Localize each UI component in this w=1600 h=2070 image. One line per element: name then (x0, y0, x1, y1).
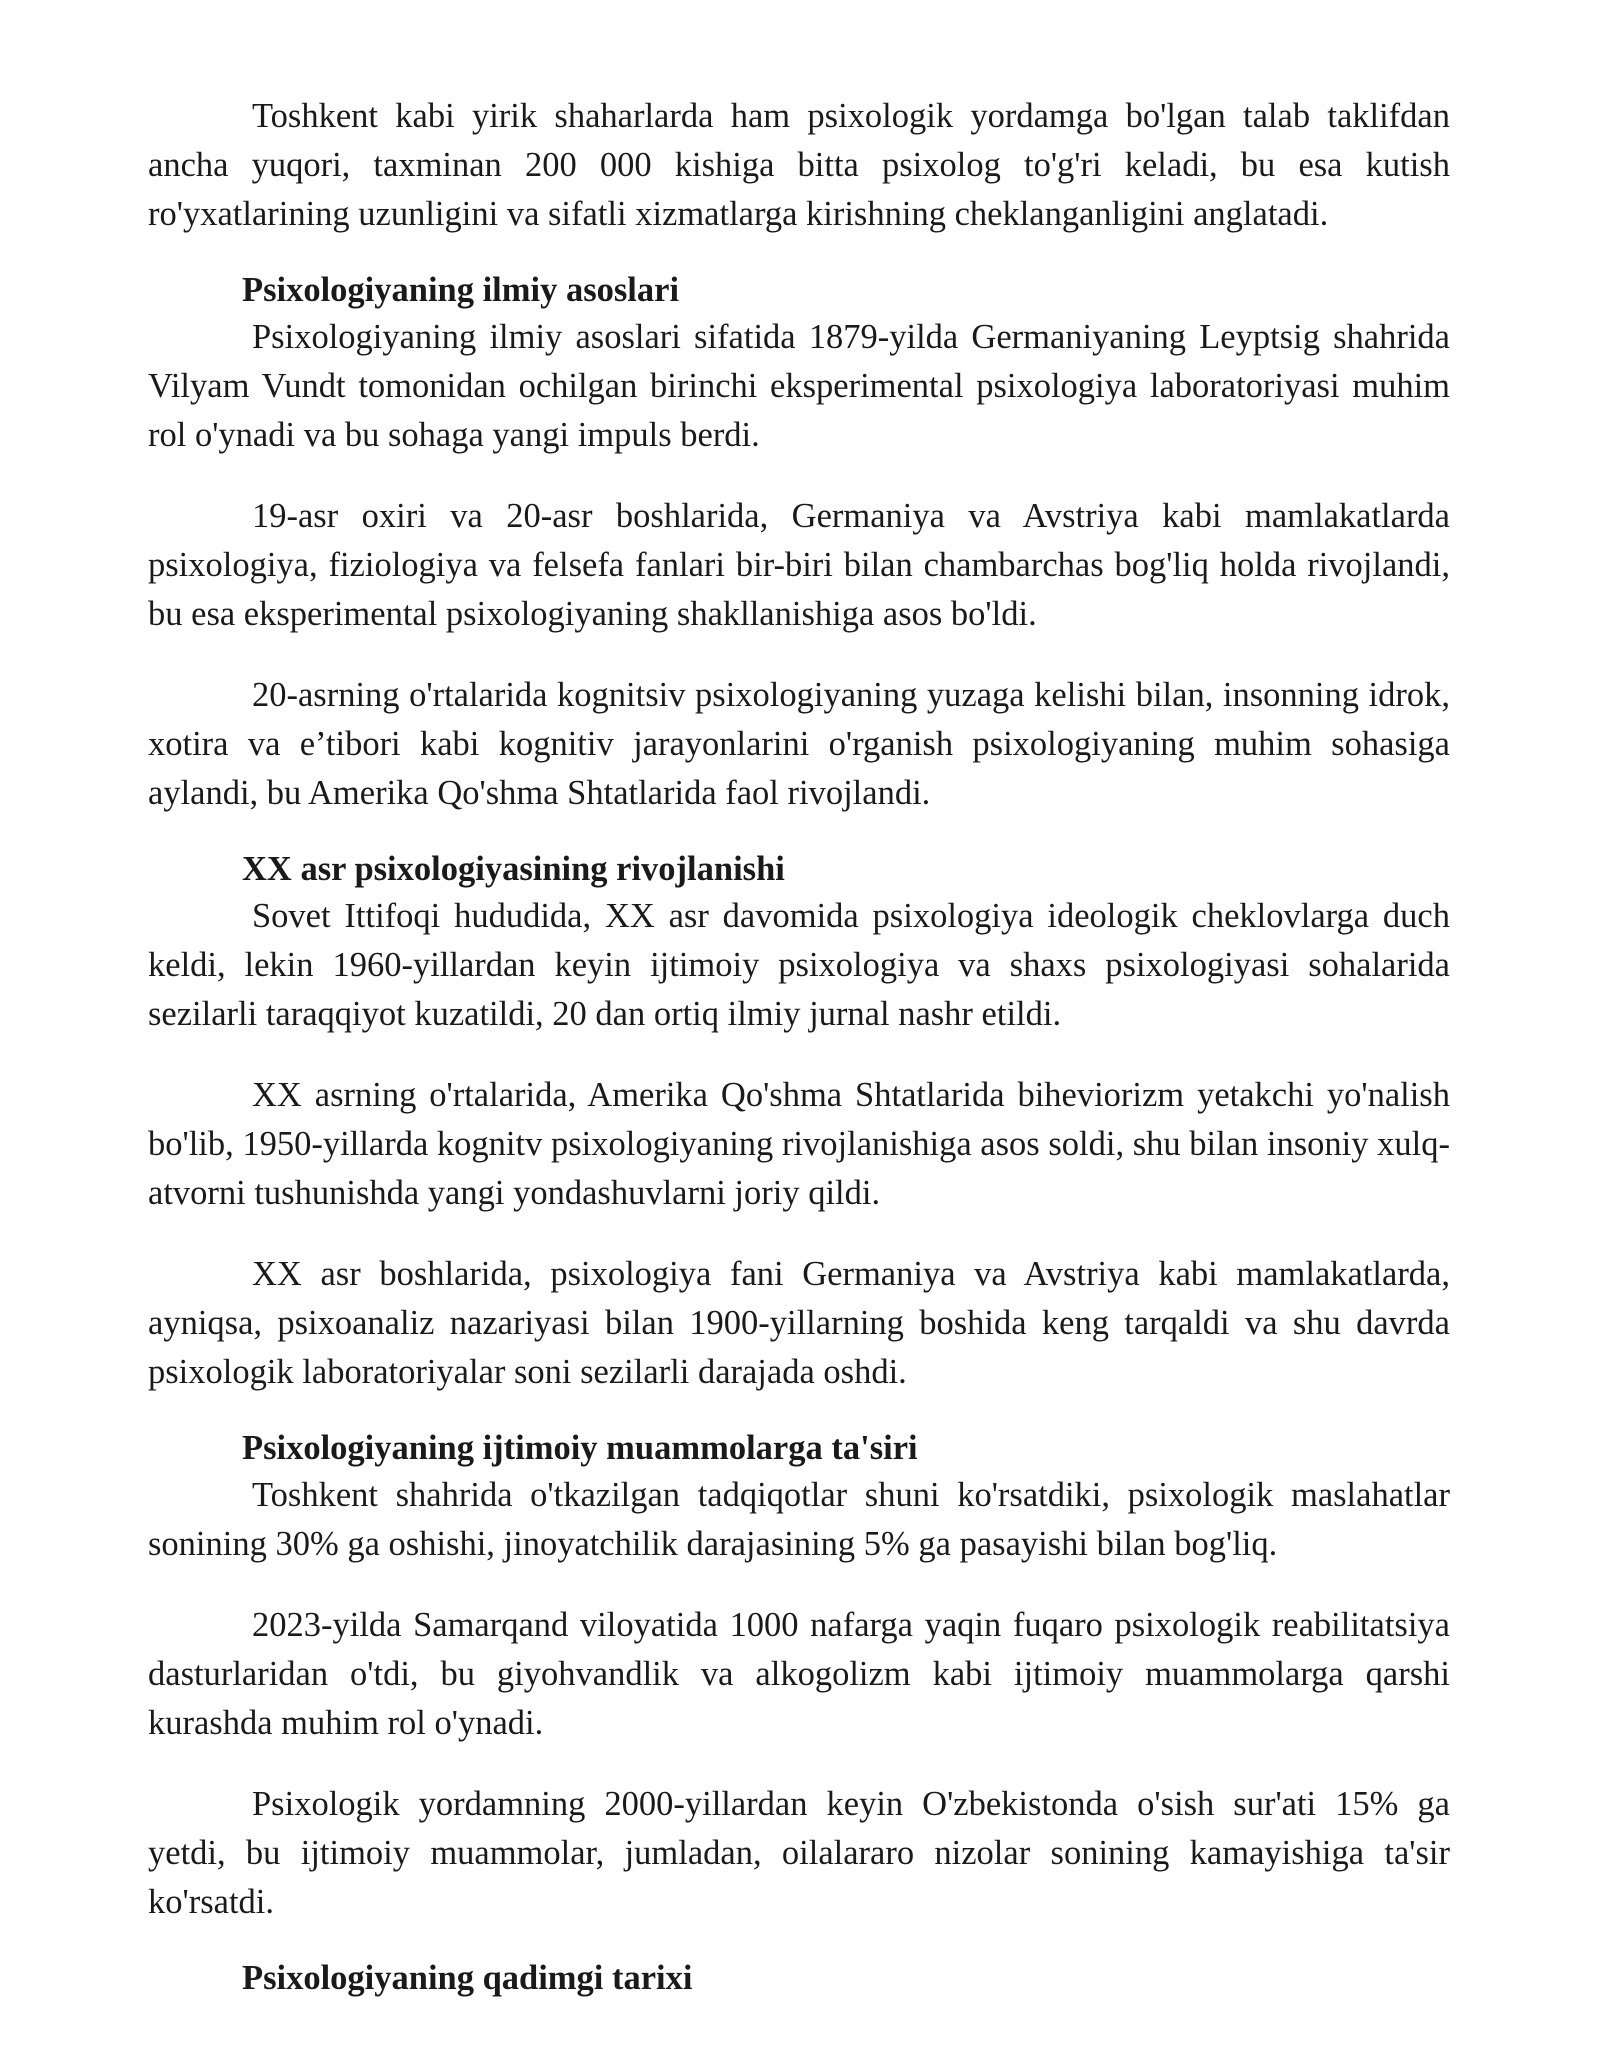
paragraph-19th-century-development: 19-asr oxiri va 20-asr boshlarida, Germaniya va Avstriya kabi mamlakatlarda psixologiya, fiziologiya va felsefa fanlari bir-biri bilan chambarchas bog'liq holda rivojlandi, bu esa eksperimental psixologiyaning shakllanishiga asos bo'ldi. (148, 497, 1450, 633)
paragraph-wundt-laboratory: Psixologiyaning ilmiy asoslari sifatida 1879-yilda Germaniyaning Leyptsig shahrida Vilyam Vundt tomonidan ochilgan birinchi eksperimental psixologiya laboratoriyasi muhim rol o'ynadi va bu sohaga yangi impuls berdi. (148, 318, 1450, 454)
paragraph-soviet-psychology: Sovet Ittifoqi hududida, XX asr davomida psixologiya ideologik cheklovlarga duch keldi, lekin 1960-yillardan keyin ijtimoiy psixologiya va shaxs psixologiyasi sohalarida sezilarli taraqqiyot kuzatildi, 20 dan ortiq ilmiy jurnal nashr etildi. (148, 897, 1450, 1033)
heading-20th-century-development: XX asr psixologiyasining rivojlanishi (242, 850, 785, 888)
paragraph-behaviorism: XX asrning o'rtalarida, Amerika Qo'shma Shtatlarida biheviorizm yetakchi yo'nalish bo'lib, 1950-yillarda kognitv psixologiyaning rivojlanishiga asos soldi, shu bilan insoniy xulq-atvorni tushunishda yangi yondashuvlarni joriy qildi. (148, 1076, 1450, 1212)
paragraph-psychologist-shortage: Toshkent kabi yirik shaharlarda ham psixologik yordamga bo'lgan talab taklifdan ancha yuqori, taxminan 200 000 kishiga bitta psixolog to'g'ri keladi, bu esa kutish ro'yxatlarining uzunligini va sifatli xizmatlarga kirishning cheklanganligini anglatadi. (148, 97, 1450, 233)
paragraph-samarkand-rehabilitation: 2023-yilda Samarqand viloyatida 1000 nafarga yaqin fuqaro psixologik reabilitatsiya dasturlaridan o'tdi, bu giyohvandlik va alkogolizm kabi ijtimoiy muammolarga qarshi kurashda muhim rol o'ynadi. (148, 1606, 1450, 1742)
heading-social-impact: Psixologiyaning ijtimoiy muammolarga ta'siri (242, 1429, 918, 1467)
paragraph-tashkent-research: Toshkent shahrida o'tkazilgan tadqiqotlar shuni ko'rsatdiki, psixologik maslahatlar sonining 30% ga oshishi, jinoyatchilik darajasining 5% ga pasayishi bilan bog'liq. (148, 1476, 1450, 1563)
heading-ancient-history: Psixologiyaning qadimgi tarixi (242, 1959, 693, 1997)
paragraph-psychoanalysis: XX asr boshlarida, psixologiya fani Germaniya va Avstriya kabi mamlakatlarda, ayniqsa, psixoanaliz nazariyasi bilan 1900-yillarning boshida keng tarqaldi va shu davrda psixologik laboratoriyalar soni sezilarli darajada oshdi. (148, 1255, 1450, 1391)
heading-scientific-foundations: Psixologiyaning ilmiy asoslari (242, 271, 680, 309)
paragraph-uzbekistan-growth: Psixologik yordamning 2000-yillardan keyin O'zbekistonda o'sish sur'ati 15% ga yetdi, bu ijtimoiy muammolar, jumladan, oilalararo nizolar sonining kamayishiga ta'sir ko'rsatdi. (148, 1785, 1450, 1921)
document-page (148, 92, 1450, 1999)
paragraph-cognitive-psychology: 20-asrning o'rtalarida kognitsiv psixologiyaning yuzaga kelishi bilan, insonning idrok, xotira va e’tibori kabi kognitiv jarayonlarini o'rganish psixologiyaning muhim sohasiga aylandi, bu Amerika Qo'shma Shtatlarida faol rivojlandi. (148, 676, 1450, 812)
